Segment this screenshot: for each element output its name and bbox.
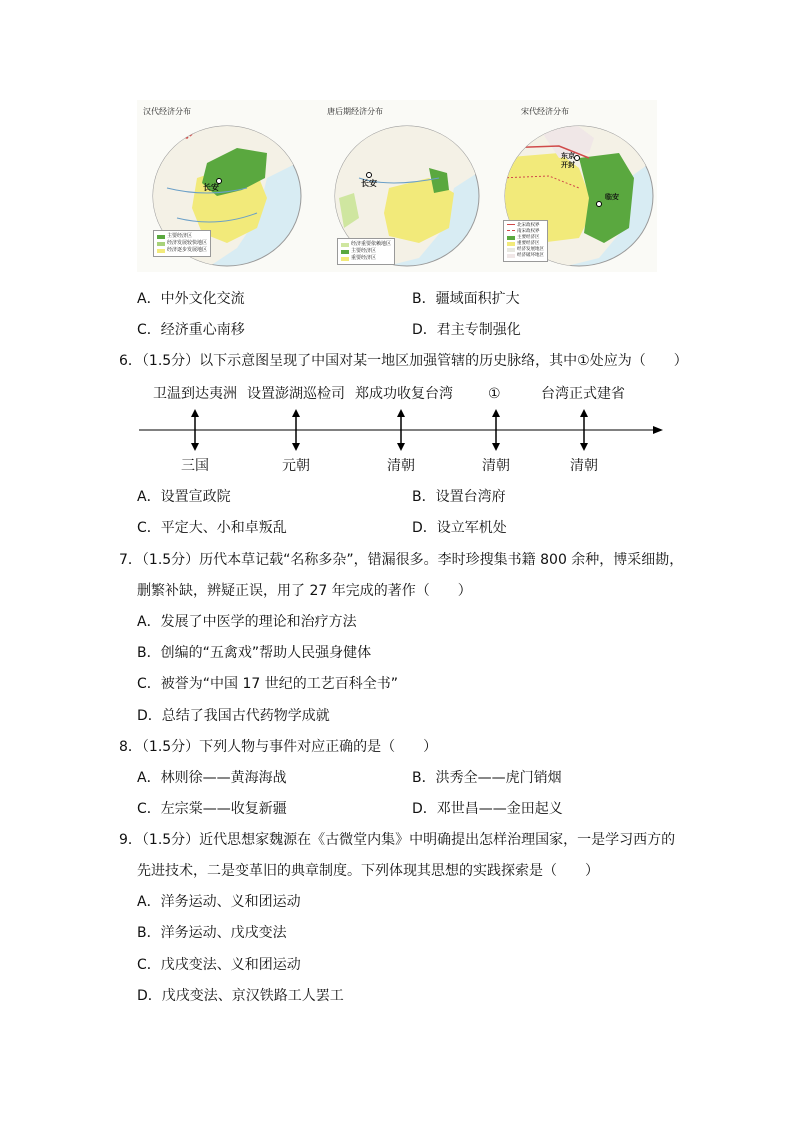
timeline-era-3: 清朝	[387, 458, 415, 474]
q9-stem-line2: 先进技术，二是变革旧的典章制度。下列体现其思想的实践探索是（ ）	[137, 863, 599, 879]
q5-option-b[interactable]: B．疆域面积扩大	[412, 291, 520, 307]
q6-option-b[interactable]: B．设置台湾府	[412, 489, 506, 505]
q9-option-a[interactable]: A．洋务运动、义和团运动	[137, 894, 301, 910]
q6-option-c[interactable]: C．平定大、小和卓叛乱	[137, 520, 287, 536]
timeline-event-2: 设置澎湖巡检司	[247, 386, 345, 402]
q7-option-d[interactable]: D．总结了我国古代药物学成就	[137, 708, 330, 724]
map-song-city: 临安	[605, 193, 619, 201]
q5-option-d[interactable]: D．君主专制强化	[412, 322, 521, 338]
map-song-city2: 东京开封	[561, 152, 575, 169]
q8-option-a[interactable]: A．林则徐——黄海海战	[137, 770, 287, 786]
map-strip	[137, 100, 657, 272]
map-tang-legend: 经济重要依赖地区 主要经济区 重要经济区	[337, 238, 395, 265]
timeline-axis	[137, 408, 667, 456]
map-title-han: 汉代经济分布	[143, 107, 191, 116]
timeline-event-3: 郑成功收复台湾	[355, 386, 453, 402]
map-title-song: 宋代经济分布	[521, 107, 569, 116]
timeline-era-1: 三国	[181, 458, 209, 474]
q9-option-b[interactable]: B．洋务运动、戊戌变法	[137, 925, 287, 941]
q7-option-b[interactable]: B．创编的“五禽戏”帮助人民强身健体	[137, 645, 372, 661]
q8-option-d[interactable]: D．邓世昌——金田起义	[412, 801, 563, 817]
q7-option-c[interactable]: C．被誉为“中国 17 世纪的工艺百科全书”	[137, 676, 398, 692]
q5-option-a[interactable]: A．中外文化交流	[137, 291, 245, 307]
q9-stem-line1: 9．（1.5分）近代思想家魏源在《古微堂内集》中明确提出怎样治理国家，一是学习西方的	[119, 832, 676, 848]
map-tang-city: 长安	[361, 179, 377, 188]
q8-option-c[interactable]: C．左宗棠——收复新疆	[137, 801, 287, 817]
timeline-event-5: 台湾正式建省	[541, 386, 625, 402]
q8-option-b[interactable]: B．洪秀全——虎门销烟	[412, 770, 562, 786]
q8-stem: 8．（1.5分）下列人物与事件对应正确的是（ ）	[119, 739, 438, 755]
q9-option-c[interactable]: C．戊戌变法、义和团运动	[137, 957, 301, 973]
q7-stem-line2: 删繁补缺，辨疑正误，用了 27 年完成的著作（ ）	[137, 583, 472, 599]
q7-option-a[interactable]: A．发展了中医学的理论和治疗方法	[137, 614, 357, 630]
q5-option-c[interactable]: C．经济重心南移	[137, 322, 245, 338]
map-title-tang: 唐后期经济分布	[327, 107, 383, 116]
timeline-era-5: 清朝	[570, 458, 598, 474]
q7-stem-line1: 7．（1.5分）历代本草记载“名称多杂”，错漏很多。李时珍搜集书籍 800 余种，博采细勘，	[119, 552, 684, 568]
map-song-legend: 北宋政权界 南宋政权界 主要经济区 重要经济区 经济发展地区 经济破坏地区	[503, 220, 548, 262]
q6-stem: 6．（1.5分）以下示意图呈现了中国对某一地区加强管辖的历史脉络，其中①处应为（ ）	[119, 353, 688, 369]
q9-option-d[interactable]: D．戊戌变法、京汉铁路工人罢工	[137, 988, 344, 1004]
timeline-era-2: 元朝	[282, 458, 310, 474]
q6-option-d[interactable]: D．设立军机处	[412, 520, 507, 536]
timeline-era-4: 清朝	[482, 458, 510, 474]
q6-option-a[interactable]: A．设置宣政院	[137, 489, 231, 505]
q6-timeline	[137, 380, 667, 480]
map-han-city: 长安	[203, 183, 219, 192]
timeline-event-4: ①	[488, 386, 501, 402]
map-han-legend: 主要经济区 经济发展较快地区 经济逐步发展地区	[153, 230, 211, 257]
timeline-event-1: 卫温到达夷洲	[153, 386, 237, 402]
